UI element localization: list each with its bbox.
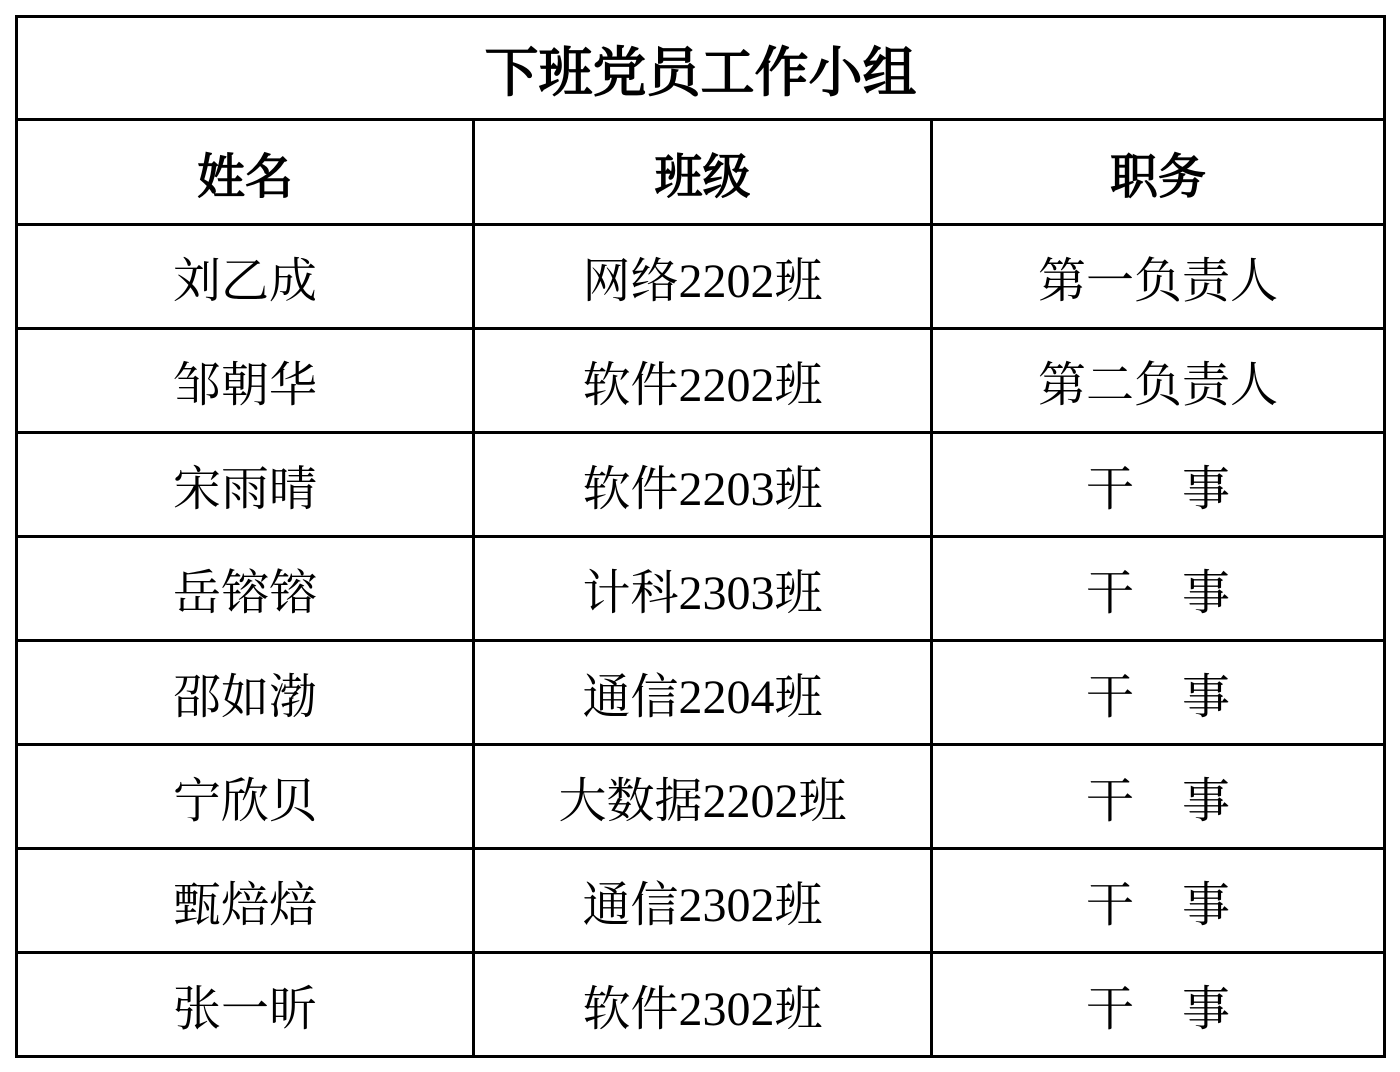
class-cell: 网络2202班 [474,225,932,329]
name-cell: 岳镕镕 [17,537,474,641]
position-cell: 干 事 [932,641,1385,745]
class-cell: 通信2204班 [474,641,932,745]
table-row [17,641,1385,745]
column-header-position: 职务 [932,120,1385,225]
name-cell: 张一昕 [17,953,474,1057]
position-cell: 干 事 [932,433,1385,537]
name-cell: 宁欣贝 [17,745,474,849]
table-row [17,225,1385,329]
name-cell: 邹朝华 [17,329,474,433]
table-title-row [17,17,1385,120]
name-cell: 宋雨晴 [17,433,474,537]
column-header-class: 班级 [474,120,932,225]
name-cell: 刘乙成 [17,225,474,329]
table-row [17,953,1385,1057]
table-row [17,745,1385,849]
table-title: 下班党员工作小组 [17,17,1385,120]
party-member-workgroup-table [15,15,1386,1058]
table-row [17,329,1385,433]
position-cell: 第一负责人 [932,225,1385,329]
position-cell: 干 事 [932,849,1385,953]
name-cell: 邵如渤 [17,641,474,745]
position-cell: 干 事 [932,537,1385,641]
table-row [17,849,1385,953]
column-header-name: 姓名 [17,120,474,225]
class-cell: 软件2203班 [474,433,932,537]
name-cell: 甄焙焙 [17,849,474,953]
class-cell: 软件2202班 [474,329,932,433]
table-row [17,537,1385,641]
class-cell: 通信2302班 [474,849,932,953]
position-cell: 干 事 [932,953,1385,1057]
position-cell: 第二负责人 [932,329,1385,433]
table-row [17,433,1385,537]
table-header-row [17,120,1385,225]
class-cell: 大数据2202班 [474,745,932,849]
class-cell: 计科2303班 [474,537,932,641]
class-cell: 软件2302班 [474,953,932,1057]
position-cell: 干 事 [932,745,1385,849]
